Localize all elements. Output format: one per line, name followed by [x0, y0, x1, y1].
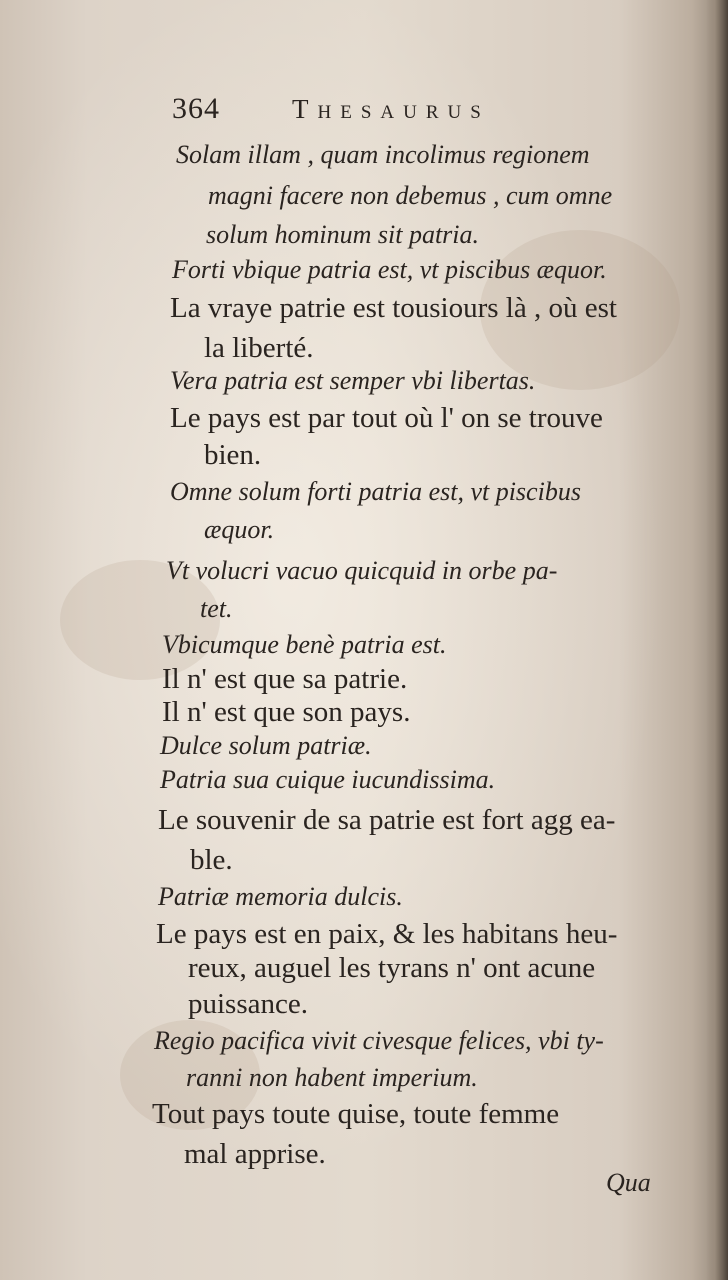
text-line: reux, auguel les tyrans n' ont acune: [188, 952, 596, 984]
text-line: ranni non habent imperium.: [186, 1063, 478, 1092]
page-header: [172, 92, 602, 132]
text-line: Vera patria est semper vbi libertas.: [170, 366, 536, 395]
text-line: æquor.: [204, 515, 275, 544]
text-line: Vt volucri vacuo quicquid in orbe pa-: [166, 556, 558, 585]
text-line: solum hominum sit patria.: [206, 220, 480, 249]
text-line: Forti vbique patria est, vt piscibus æquor.: [172, 255, 607, 284]
text-line: magni facere non debemus , cum omne: [208, 181, 613, 210]
book-gutter-edge: [706, 0, 728, 1280]
text-line: La vraye patrie est tousiours là , où est: [170, 292, 617, 324]
text-line: mal apprise.: [184, 1138, 326, 1170]
text-line: Solam illam , quam incolimus regionem: [176, 140, 590, 169]
text-line: Il n' est que sa patrie.: [162, 663, 408, 695]
text-line: Regio pacifica vivit civesque felices, vbi ty-: [154, 1026, 604, 1055]
text-line: Patriæ memoria dulcis.: [158, 882, 403, 911]
text-line: Vbicumque benè patria est.: [162, 630, 447, 659]
catchword: Qua: [606, 1168, 651, 1197]
text-line: puissance.: [188, 988, 308, 1020]
page-number: 364: [172, 92, 220, 125]
running-head: Thesaurus: [292, 94, 490, 124]
text-line: Patria sua cuique iucundissima.: [160, 765, 496, 794]
text-line: la liberté.: [204, 332, 314, 364]
text-line: Le pays est par tout où l' on se trouve: [170, 402, 603, 434]
text-line: Omne solum forti patria est, vt piscibus: [170, 477, 581, 506]
text-line: Tout pays toute quise, toute femme: [152, 1098, 560, 1130]
text-line: Il n' est que son pays.: [162, 696, 411, 728]
text-line: Dulce solum patriæ.: [160, 731, 372, 760]
text-line: Le pays est en paix, & les habitans heu-: [156, 918, 618, 950]
text-line: tet.: [200, 594, 233, 623]
text-line: Le souvenir de sa patrie est fort agg ea-: [158, 804, 616, 836]
text-line: bien.: [204, 439, 262, 471]
text-line: ble.: [190, 844, 233, 876]
